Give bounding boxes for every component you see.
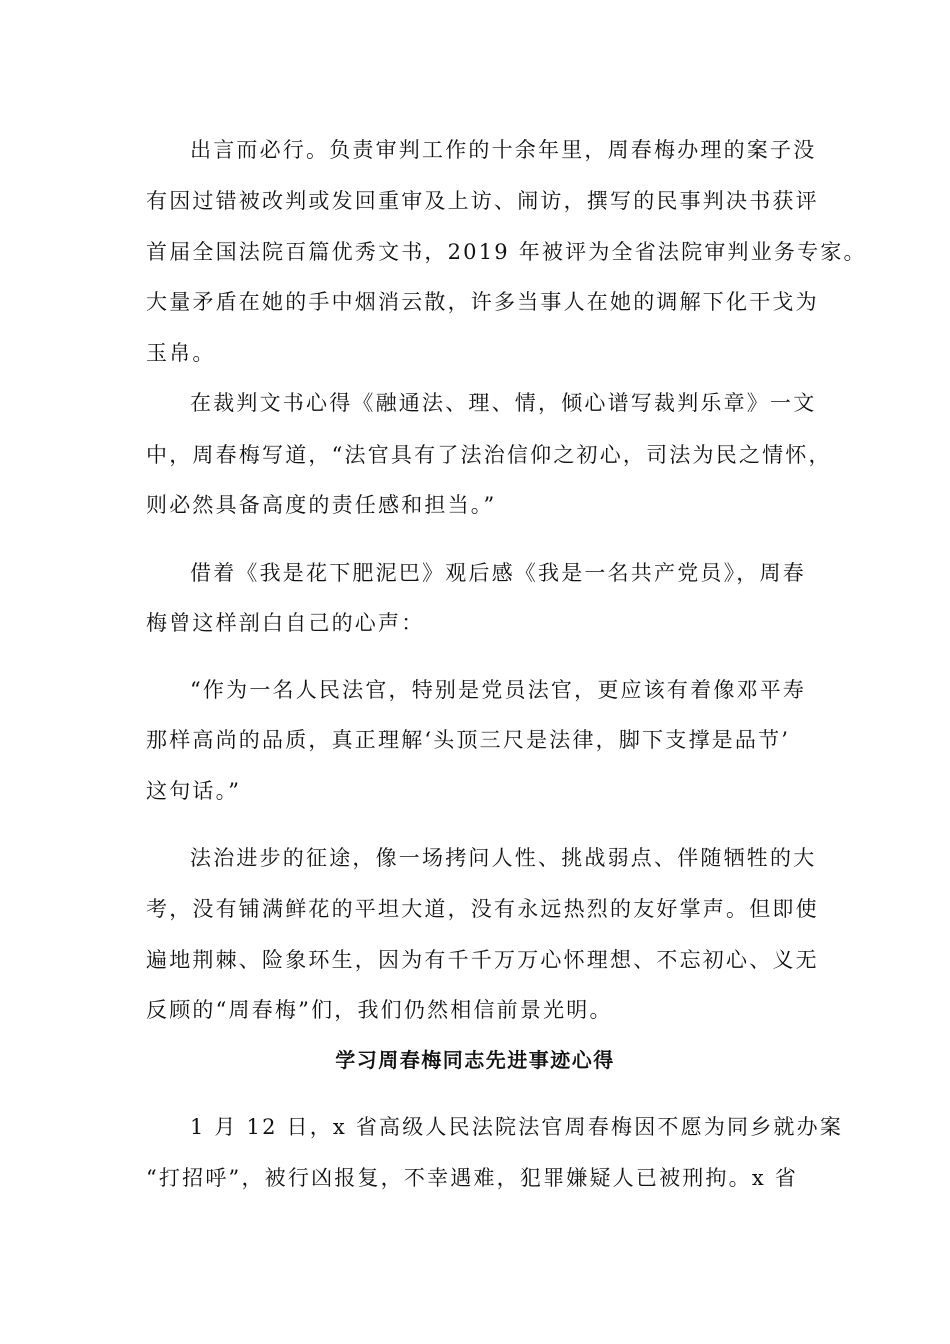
text-line: 有因过错被改判或发回重审及上访、闹访，撰写的民事判决书获评 (146, 189, 819, 213)
text-line: 梅曾这样剖白自己的心声： (146, 611, 425, 635)
text-line: 则必然具备高度的责任感和担当。” (146, 493, 497, 517)
text-line: 考，没有铺满鲜花的平坦大道，没有永远热烈的友好掌声。但即使 (146, 897, 819, 921)
text-line: 这句话。” (146, 779, 242, 803)
text-line: 1 月 12 日，x 省高级人民法院法官周春梅因不愿为同乡就办案 (190, 1115, 844, 1139)
text-line: 中，周春梅写道，“法官具有了法治信仰之初心，司法为民之情怀， (146, 443, 832, 467)
text-line: 借着《我是花下肥泥巴》观后感《我是一名共产党员》，周春 (190, 561, 806, 585)
text-line: 首届全国法院百篇优秀文书，2019 年被评为全省法院审判业务专家。 (146, 240, 867, 264)
text-line: 遍地荆棘、险象环生，因为有千千万万心怀理想、不忘初心、义无 (146, 948, 819, 972)
text-line: 那样高尚的品质，真正理解‘头顶三尺是法律，脚下支撑是品节’ (146, 728, 791, 752)
text-line: 大量矛盾在她的手中烟消云散，许多当事人在她的调解下化干戈为 (146, 290, 819, 314)
text-line: “作为一名人民法官，特别是党员法官，更应该有着像邓平寿 (190, 678, 807, 702)
text-line: 玉帛。 (146, 341, 216, 365)
text-line: 反顾的“周春梅”们，我们仍然相信前景光明。 (146, 998, 613, 1022)
text-line: 出言而必行。负责审判工作的十余年里，周春梅办理的案子没 (190, 138, 817, 162)
text-line: 在裁判文书心得《融通法、理、情，倾心谱写裁判乐章》一文 (190, 391, 817, 415)
text-line: 法治进步的征途，像一场拷问人性、挑战弱点、伴随牺牲的大 (190, 846, 817, 870)
section-title: 学习周春梅同志先进事迹心得 (335, 1048, 615, 1072)
text-line: “打招呼”，被行凶报复，不幸遇难，犯罪嫌疑人已被刑拘。x 省 (146, 1166, 798, 1190)
